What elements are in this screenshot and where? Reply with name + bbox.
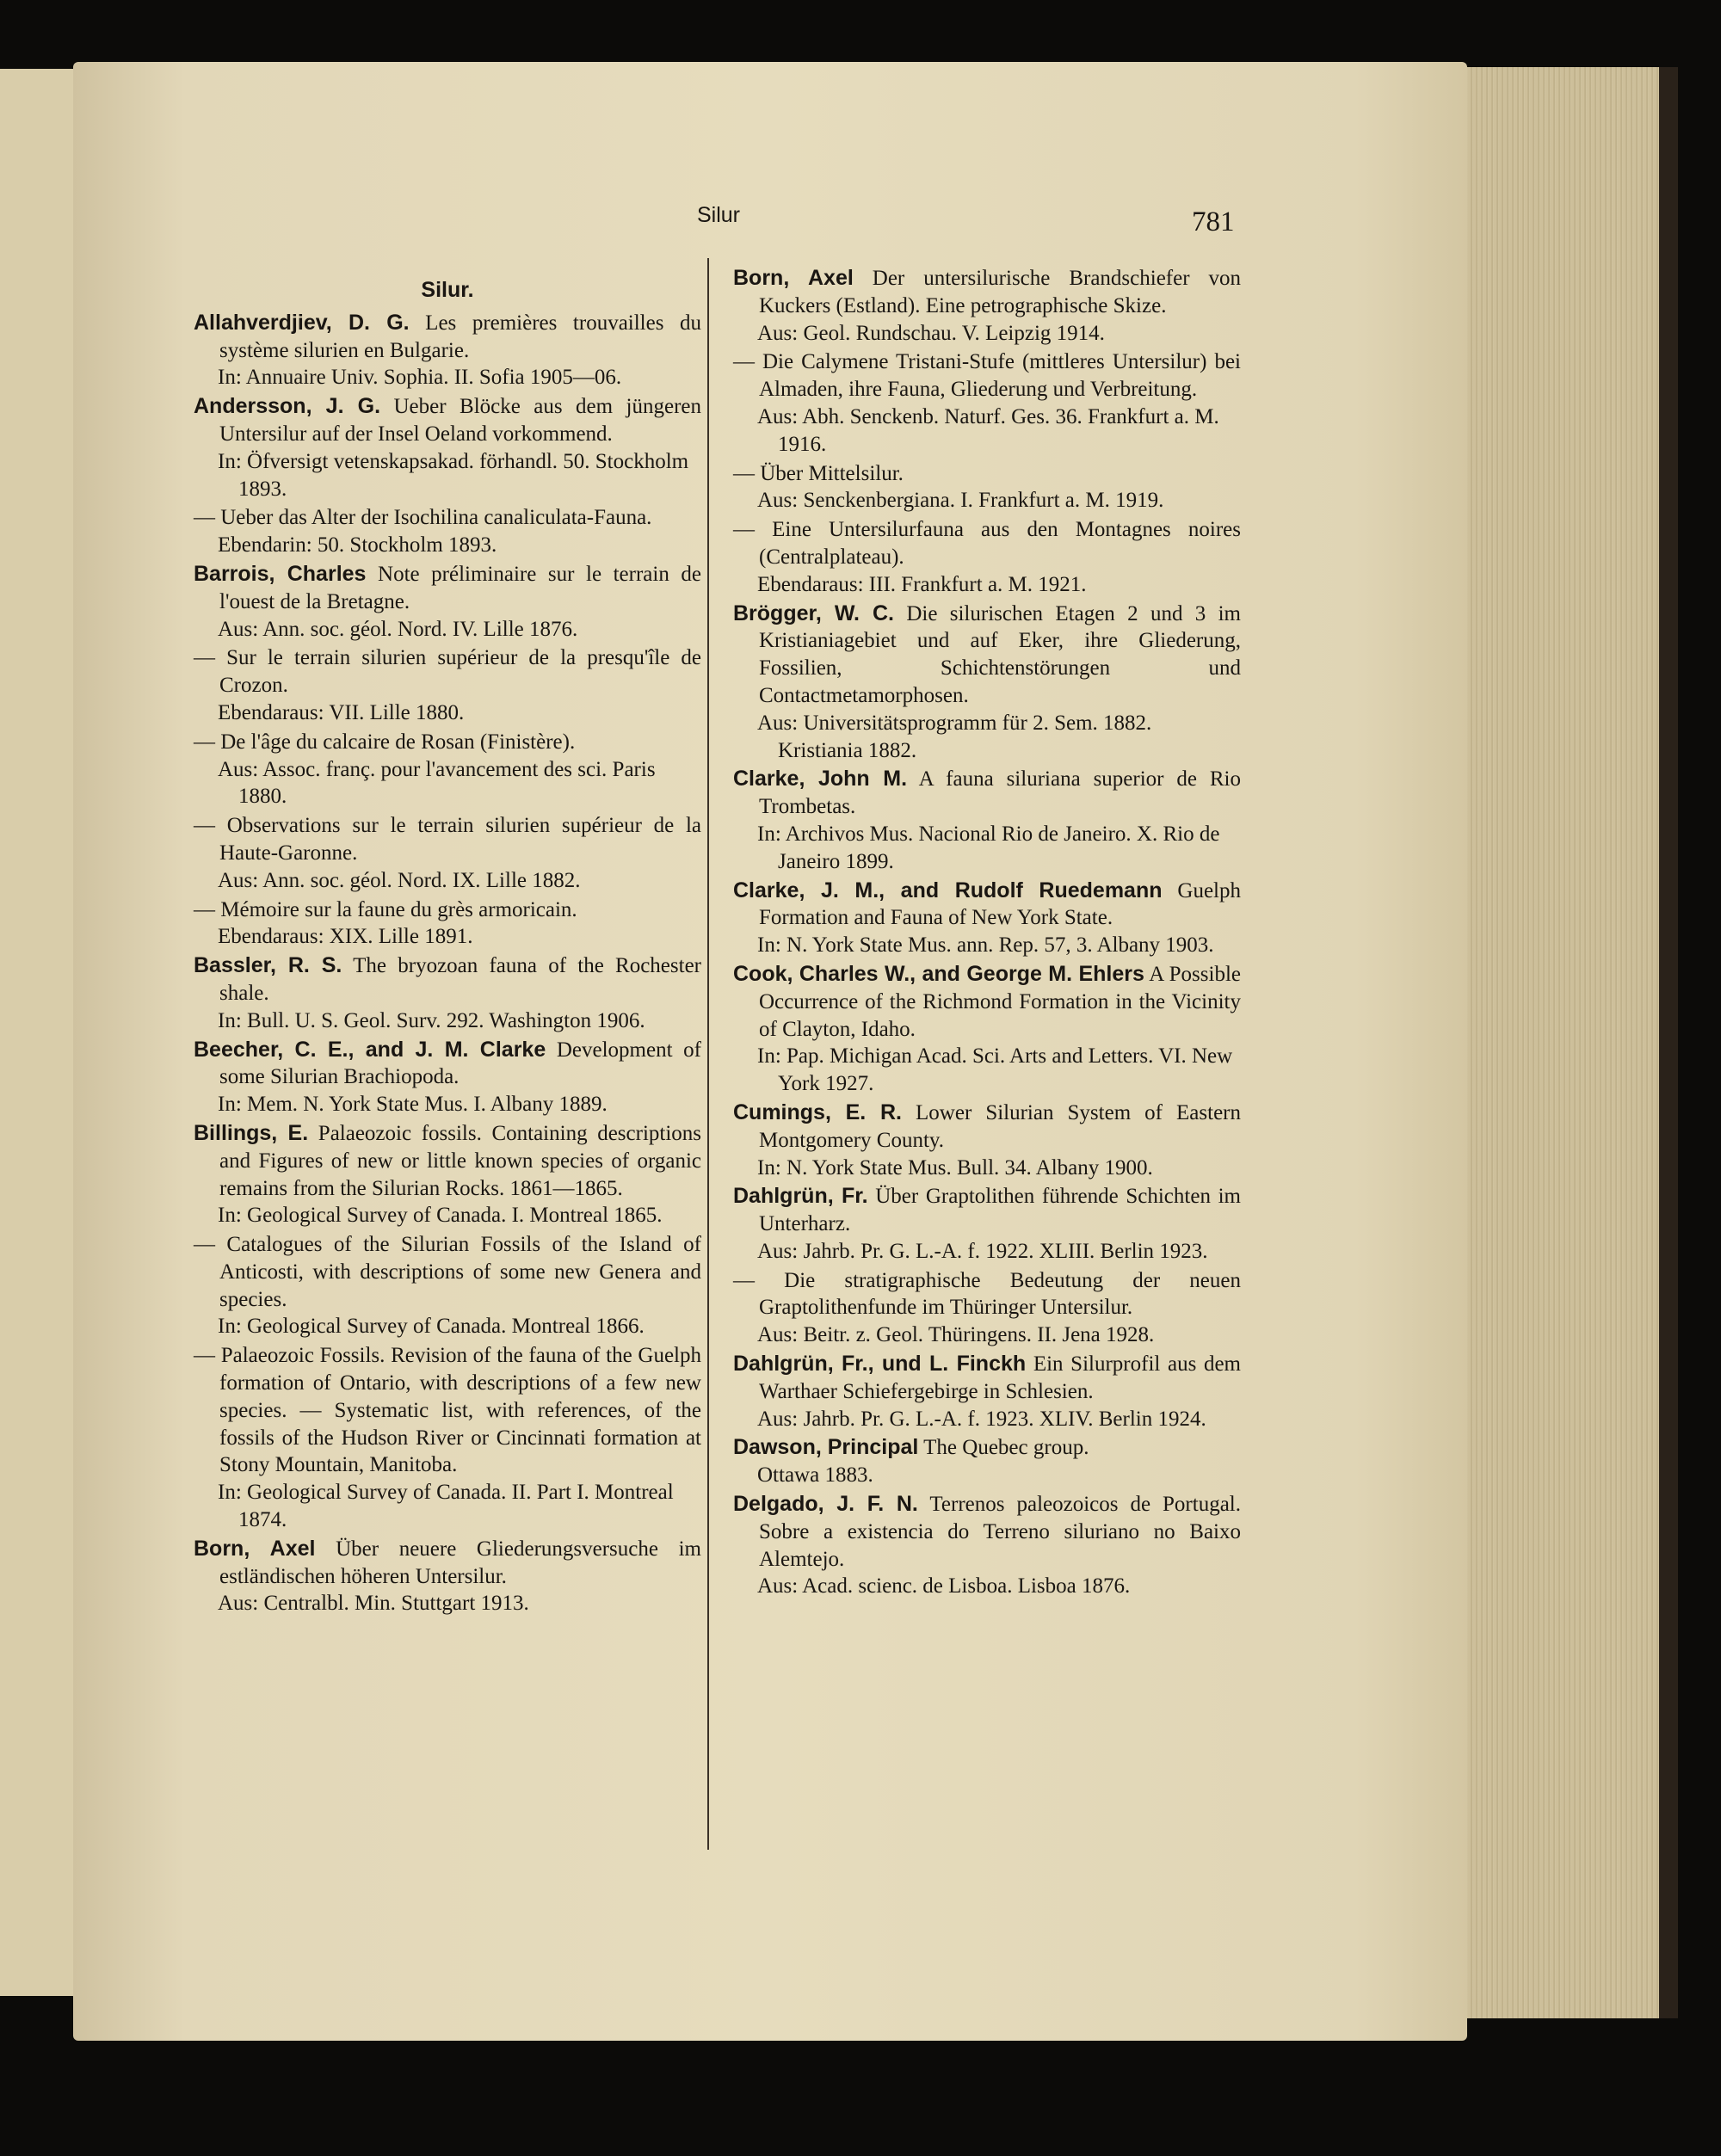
entry-source: In: Archivos Mus. Nacional Rio de Janeiro. X. Rio de Janeiro 1899. xyxy=(757,822,1220,873)
entry-source: In: Geological Survey of Canada. Montreal 1866. xyxy=(218,1315,645,1339)
bibliography-entry xyxy=(733,460,1241,515)
entry-title: Ueber Blöcke aus dem jüngeren Untersilur auf der Insel Oeland vorkommend. xyxy=(219,395,701,446)
bibliography-entry xyxy=(733,1351,1241,1432)
entry-author: Cumings, E. R. xyxy=(733,1100,902,1124)
entry-source: In: Pap. Michigan Acad. Sci. Arts and Letters. VI. New York 1927. xyxy=(757,1044,1233,1096)
entry-title: — Mémoire sur la faune du grès armoricain. xyxy=(194,897,577,921)
entry-source: Aus: Geol. Rundschau. V. Leipzig 1914. xyxy=(757,321,1105,345)
entry-citation xyxy=(733,1434,1241,1462)
bibliography-entry xyxy=(733,1183,1241,1265)
bibliography-entry xyxy=(194,1037,701,1118)
entry-citation xyxy=(733,1351,1241,1406)
entry-title: Terrenos paleozoicos de Portugal. Sobre a existencia do Terreno siluriano no Baixo Alemtejo. xyxy=(759,1493,1241,1571)
entry-source: Ebendaraus: III. Frankfurt a. M. 1921. xyxy=(757,572,1087,596)
entry-source: Aus: Jahrb. Pr. G. L.-A. f. 1923. XLIV. Berlin 1924. xyxy=(757,1407,1206,1431)
entry-citation xyxy=(194,896,701,924)
entry-title: — Ueber das Alter der Isochilina canaliculata-Fauna. xyxy=(194,506,652,530)
entry-author: Delgado, J. F. N. xyxy=(733,1492,918,1517)
page-stack-edge xyxy=(1463,67,1678,2018)
entry-citation xyxy=(733,348,1241,403)
entry-title: — Sur le terrain silurien supérieur de la presqu'île de Crozon. xyxy=(194,646,701,698)
entry-author: Andersson, J. G. xyxy=(194,394,381,419)
entry-source: Aus: Ann. soc. géol. Nord. IV. Lille 1876. xyxy=(218,617,578,641)
entry-citation xyxy=(194,504,701,532)
entry-title: The Quebec group. xyxy=(923,1436,1089,1460)
entry-author: Allahverdjiev, D. G. xyxy=(194,310,410,335)
entry-citation xyxy=(194,310,701,365)
bibliography-entry xyxy=(194,729,701,810)
entry-citation xyxy=(194,1536,701,1591)
entry-source: Ottawa 1883. xyxy=(757,1463,873,1488)
entry-author: Dawson, Principal xyxy=(733,1435,919,1460)
entry-title: Lower Silurian System of Eastern Montgomery County. xyxy=(759,1100,1242,1152)
entry-source: In: N. York State Mus. Bull. 34. Albany 1900. xyxy=(757,1155,1153,1180)
entry-source: Ebendaraus: VII. Lille 1880. xyxy=(218,700,465,724)
entry-title: Guelph Formation and Fauna of New York State. xyxy=(759,878,1241,930)
entry-source: In: Öfversigt vetenskapsakad. förhandl. 50. Stockholm 1893. xyxy=(218,449,689,501)
bibliography-entry xyxy=(733,348,1241,458)
entry-source: In: Geological Survey of Canada. II. Part I. Montreal 1874. xyxy=(218,1481,674,1532)
bibliography-entry xyxy=(194,561,701,643)
entry-citation xyxy=(733,961,1241,1043)
bibliography-entry xyxy=(194,393,701,502)
bibliography-entry xyxy=(194,310,701,391)
entry-citation xyxy=(733,265,1241,320)
entry-citation xyxy=(733,1100,1241,1155)
entry-title: Der untersilurische Brandschiefer von Kuckers (Estland). Eine petrographische Skize. xyxy=(759,267,1241,317)
entry-title: A fauna siluriana superior de Rio Trombetas. xyxy=(759,767,1242,819)
entry-author: Dahlgrün, Fr. xyxy=(733,1184,868,1209)
entry-title: — Die stratigraphische Bedeutung der neuen Graptolithenfunde im Thüringer Untersilur. xyxy=(733,1268,1241,1320)
entry-title: — Palaeozoic Fossils. Revision of the fauna of the Guelph formation of Ontario, with descriptions of a few new species. — Systematic list, with references, of the fossils of the Hudson River or Cincinnati formation at Stony Mountain, Manitoba. xyxy=(194,1344,701,1477)
bibliography-entry xyxy=(733,766,1241,875)
entry-author: Dahlgrün, Fr., und L. Finckh xyxy=(733,1352,1027,1377)
entry-title: — Über Mittelsilur. xyxy=(733,461,904,485)
entry-citation xyxy=(733,601,1241,710)
entry-source: In: Geological Survey of Canada. I. Montreal 1865. xyxy=(218,1204,663,1228)
entry-source: Aus: Ann. soc. géol. Nord. IX. Lille 1882. xyxy=(218,868,581,892)
entry-author: Billings, E. xyxy=(194,1120,309,1145)
entry-title: — Eine Untersilurfauna aus den Montagnes noires (Centralplateau). xyxy=(733,518,1241,569)
bibliography-entry xyxy=(194,1120,701,1229)
entry-title: Note préliminaire sur le terrain de l'ouest de la Bretagne. xyxy=(219,562,701,613)
left-column xyxy=(194,277,701,1619)
entry-title: — Die Calymene Tristani-Stufe (mittleres Untersilur) bei Almaden, ihre Fauna, Gliederung und Verbreitung. xyxy=(733,350,1241,402)
entry-citation xyxy=(194,1120,701,1202)
bibliography-entry xyxy=(194,1342,701,1534)
column-divider xyxy=(707,258,709,1850)
bibliography-entry xyxy=(733,516,1241,598)
bibliography-entry xyxy=(733,1491,1241,1600)
entry-title: Über Graptolithen führende Schichten im Unterharz. xyxy=(759,1185,1241,1236)
entry-source: Aus: Beitr. z. Geol. Thüringens. II. Jena 1928. xyxy=(757,1323,1155,1347)
entry-title: Palaeozoic fossils. Containing descriptions and Figures of new or little known species of organic remains from the Silurian Rocks. 1861—1865. xyxy=(219,1121,702,1200)
entry-source: Ebendarin: 50. Stockholm 1893. xyxy=(218,533,497,557)
entry-source: Aus: Abh. Senckenb. Naturf. Ges. 36. Frankfurt a. M. 1916. xyxy=(757,404,1219,456)
entry-source: In: N. York State Mus. ann. Rep. 57, 3. Albany 1903. xyxy=(757,933,1214,958)
entry-source: In: Bull. U. S. Geol. Surv. 292. Washington 1906. xyxy=(218,1008,645,1032)
entry-citation xyxy=(733,1491,1241,1573)
bibliography-entry xyxy=(733,601,1241,765)
bibliography-entry xyxy=(733,265,1241,347)
entry-title: Development of some Silurian Brachiopoda. xyxy=(219,1038,701,1089)
entry-citation xyxy=(194,952,701,1007)
entry-source: Aus: Universitätsprogramm für 2. Sem. 1882. Kristiania 1882. xyxy=(757,711,1152,762)
entry-author: Clarke, J. M., and Rudolf Ruedemann xyxy=(733,878,1163,902)
entry-source: In: Annuaire Univ. Sophia. II. Sofia 1905—06. xyxy=(218,366,622,390)
bibliography-entry xyxy=(733,1100,1241,1181)
right-column xyxy=(733,265,1241,1602)
entry-title: Les premières trouvailles du système silurien en Bulgarie. xyxy=(219,311,702,362)
page-number: 781 xyxy=(1192,206,1235,237)
entry-source: In: Mem. N. York State Mus. I. Albany 1889. xyxy=(218,1093,608,1117)
entry-author: Cook, Charles W., and George M. Ehlers xyxy=(733,961,1144,986)
entry-author: Born, Axel xyxy=(733,266,854,290)
entry-citation xyxy=(194,561,701,616)
entry-author: Bassler, R. S. xyxy=(194,953,342,978)
section-heading: Silur. xyxy=(421,278,474,302)
entry-source: Aus: Acad. scienc. de Lisboa. Lisboa 1876. xyxy=(757,1574,1131,1599)
entry-author: Clarke, John M. xyxy=(733,767,908,792)
bibliography-entry xyxy=(194,952,701,1034)
entry-citation xyxy=(733,460,1241,488)
bibliography-entry xyxy=(733,1434,1241,1489)
entry-citation xyxy=(194,1231,701,1313)
entry-citation xyxy=(194,1342,701,1479)
entry-source: Aus: Assoc. franç. pour l'avancement des sci. Paris 1880. xyxy=(218,757,656,809)
entry-source: Ebendaraus: XIX. Lille 1891. xyxy=(218,925,473,949)
bibliography-entry xyxy=(194,644,701,726)
entry-author: Brögger, W. C. xyxy=(733,601,894,625)
bibliography-entry xyxy=(733,961,1241,1098)
entry-source: Aus: Centralbl. Min. Stuttgart 1913. xyxy=(218,1592,529,1616)
entry-citation xyxy=(733,516,1241,571)
entry-source: Aus: Senckenbergiana. I. Frankfurt a. M. 1919. xyxy=(757,489,1164,513)
entry-citation xyxy=(733,1267,1241,1322)
entry-title: Ein Silurprofil aus dem Warthaer Schiefergebirge in Schlesien. xyxy=(759,1352,1242,1403)
entry-author: Born, Axel xyxy=(194,1536,316,1561)
entry-source: Aus: Jahrb. Pr. G. L.-A. f. 1922. XLIII. Berlin 1923. xyxy=(757,1239,1208,1263)
bibliography-entry xyxy=(194,812,701,894)
entry-title: A Possible Occurrence of the Richmond Formation in the Vicinity of Clayton, Idaho. xyxy=(759,962,1241,1041)
bibliography-entry xyxy=(733,1267,1241,1349)
entry-citation xyxy=(194,729,701,756)
entry-citation xyxy=(194,812,701,867)
entry-citation xyxy=(194,644,701,699)
entry-title: The bryozoan fauna of the Rochester shale. xyxy=(219,954,701,1005)
entry-title: — De l'âge du calcaire de Rosan (Finistère). xyxy=(194,730,576,754)
entry-citation xyxy=(733,878,1241,933)
entry-citation xyxy=(194,1037,701,1092)
bibliography-entry xyxy=(194,896,701,952)
entry-citation xyxy=(733,1183,1241,1238)
entry-title: — Catalogues of the Silurian Fossils of the Island of Anticosti, with descriptions of some new Genera and species. xyxy=(194,1233,701,1311)
entry-title: — Observations sur le terrain silurien supérieur de la Haute-Garonne. xyxy=(194,814,701,865)
bibliography-entry xyxy=(194,1536,701,1617)
bibliography-entry xyxy=(733,878,1241,959)
entry-author: Barrois, Charles xyxy=(194,561,367,586)
running-head: Silur xyxy=(696,203,740,227)
entry-title: Über neuere Gliederungsversuche im estländischen höheren Untersilur. xyxy=(219,1537,701,1588)
bibliography-entry xyxy=(194,504,701,559)
entry-citation xyxy=(194,393,701,448)
entry-citation xyxy=(733,766,1241,821)
entry-author: Beecher, C. E., and J. M. Clarke xyxy=(194,1037,546,1062)
bibliography-entry xyxy=(194,1231,701,1340)
entry-title: Die silurischen Etagen 2 und 3 im Kristianiagebiet und auf Eker, ihre Gliederung, Fossilien, Schichtenstörungen und Contactmetamorphosen. xyxy=(759,601,1241,707)
